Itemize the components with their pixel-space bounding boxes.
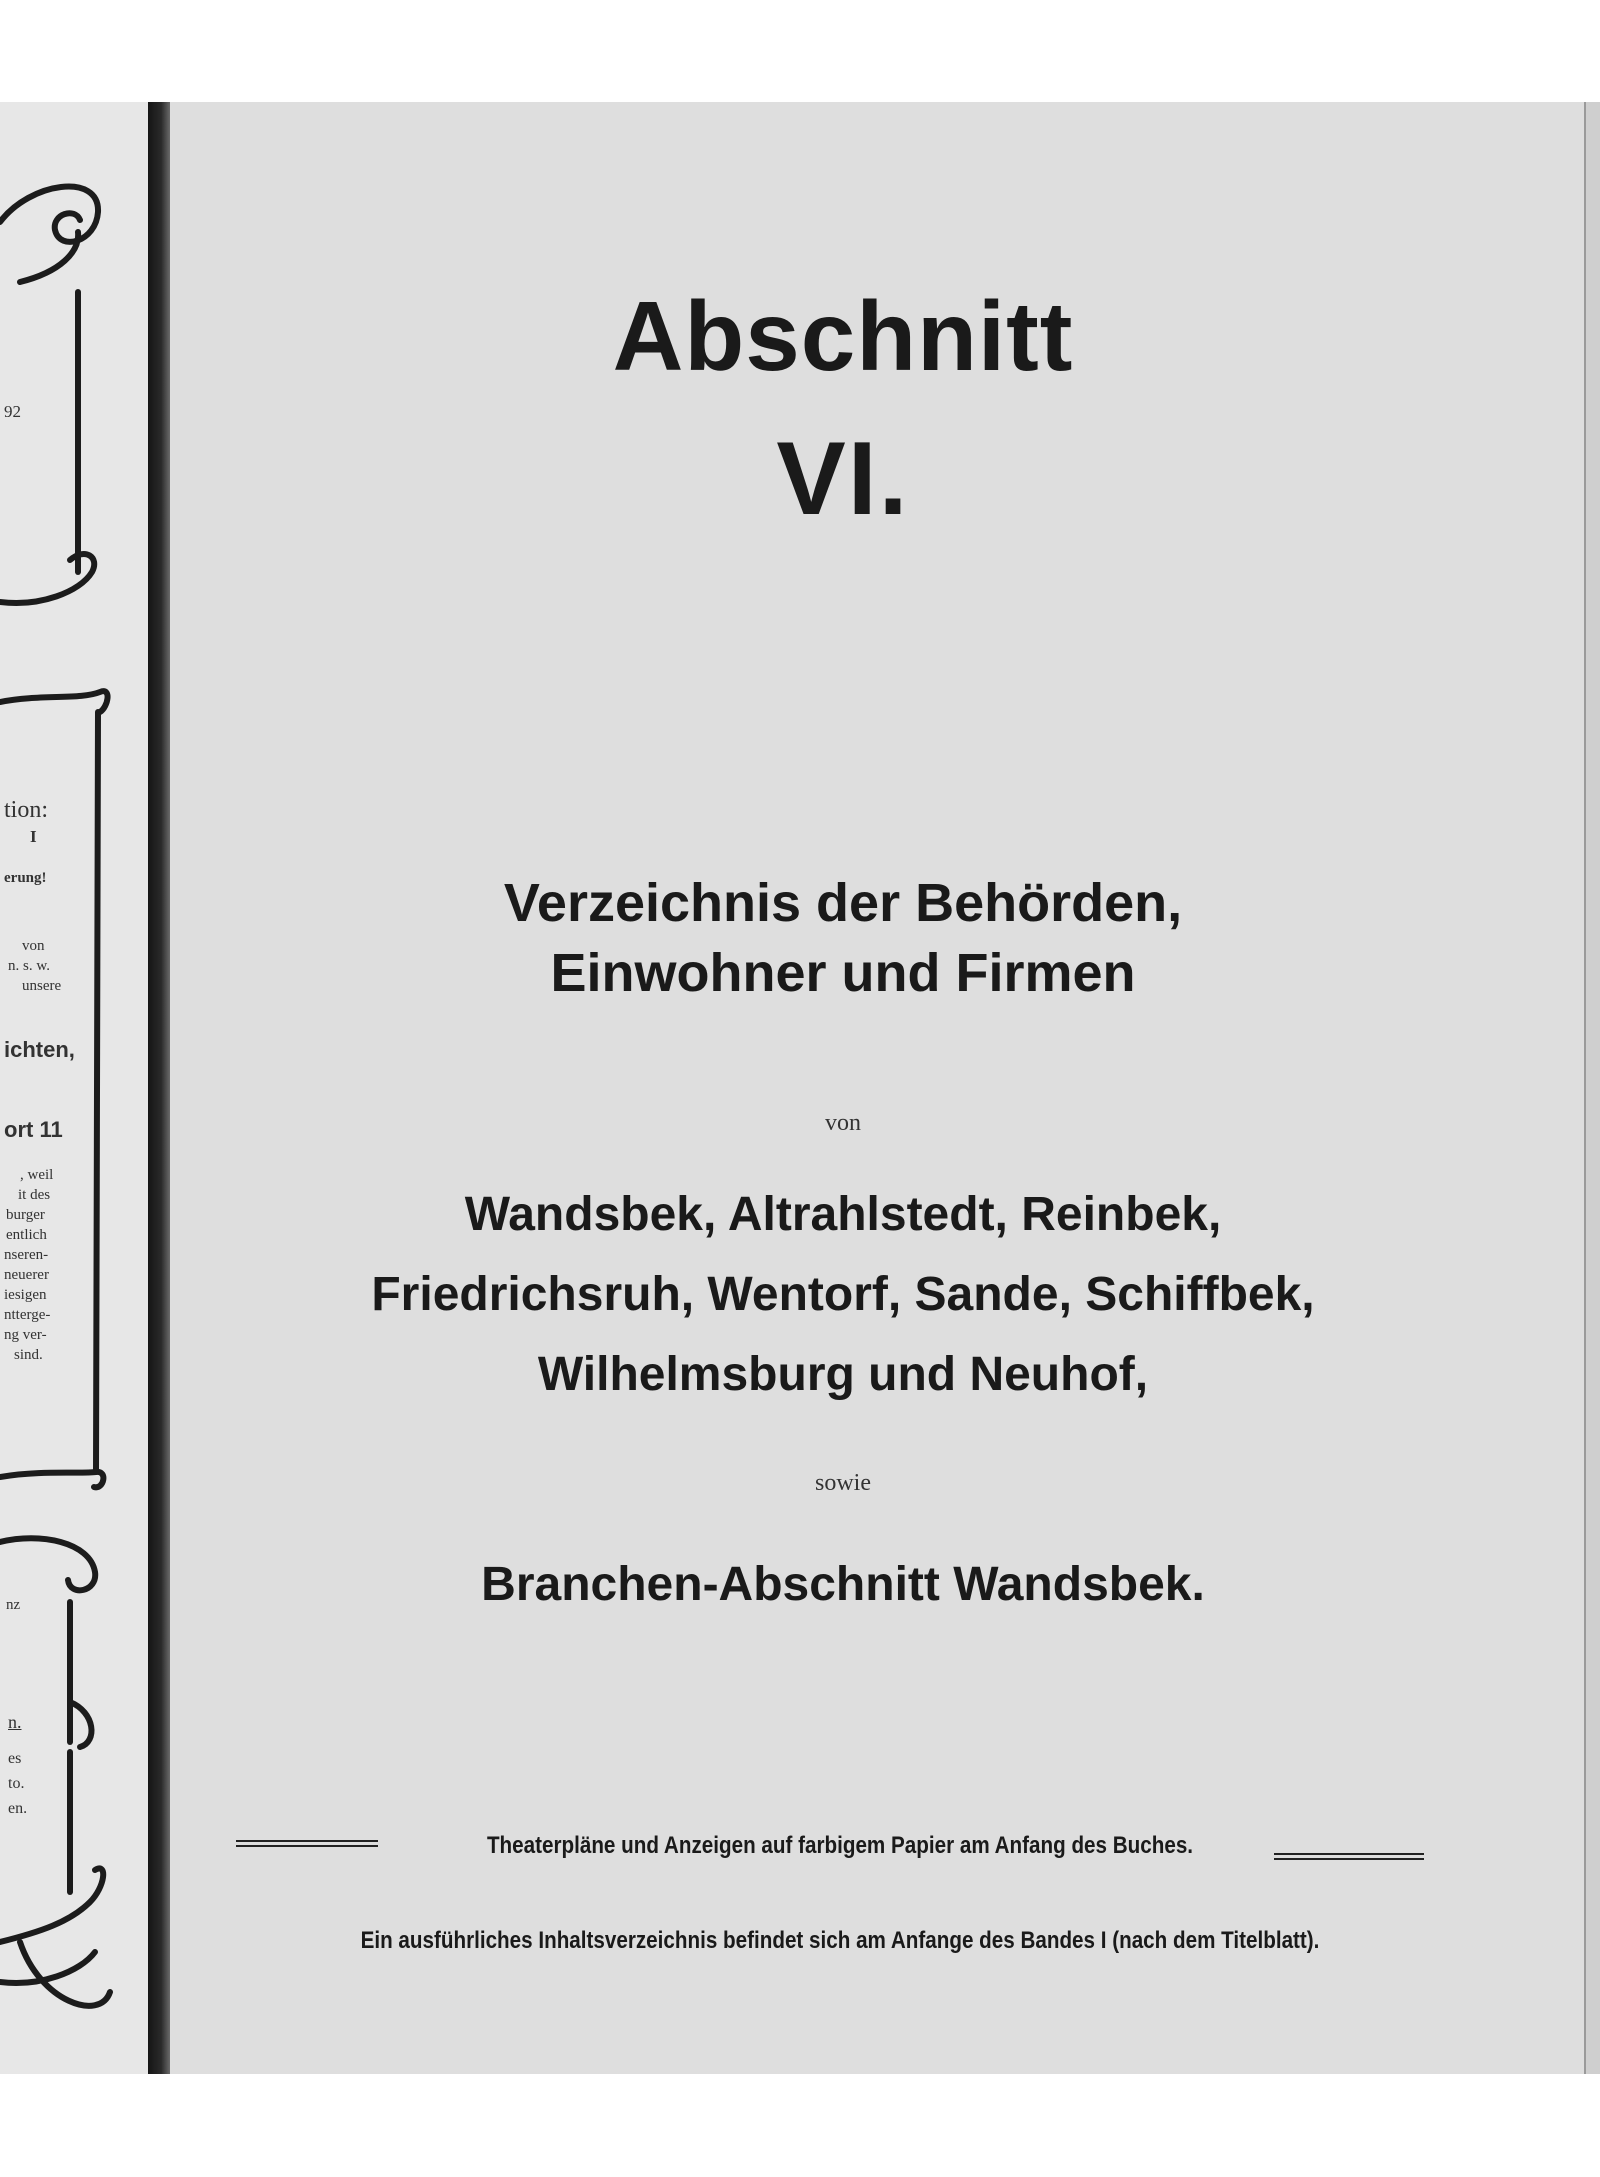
left-fragment: burger xyxy=(6,1207,45,1223)
left-fragment: entlich xyxy=(6,1227,47,1243)
left-fragment: n. xyxy=(8,1712,22,1732)
section-number: VI. xyxy=(776,421,910,537)
connector-von: von xyxy=(825,1110,861,1136)
branch-section-title: Branchen-Abschnitt Wandsbek. xyxy=(481,1558,1205,1611)
left-fragment: nz xyxy=(6,1597,21,1613)
left-fragment: to. xyxy=(8,1775,25,1792)
left-fragment: unsere xyxy=(22,978,62,994)
left-fragment: tion: xyxy=(4,797,49,823)
left-fragment: ort 11 xyxy=(4,1117,63,1142)
left-fragment: es xyxy=(8,1750,22,1767)
places-line-1: Wandsbek, Altrahlstedt, Reinbek, xyxy=(464,1188,1222,1241)
left-fragment: ichten, xyxy=(4,1037,75,1062)
left-fragment: sind. xyxy=(14,1347,43,1363)
connector-sowie: sowie xyxy=(815,1470,871,1496)
section-title: Abschnitt xyxy=(612,281,1074,391)
left-fragment: I xyxy=(30,827,37,846)
left-fragment: it des xyxy=(18,1187,51,1203)
left-fragment: neuerer xyxy=(4,1267,49,1283)
subtitle-line-1: Verzeichnis der Behörden, xyxy=(503,873,1183,933)
subtitle-line-2: Einwohner und Firmen xyxy=(550,943,1136,1003)
note-table-of-contents: Ein ausführliches Inhaltsverzeichnis befindet sich am Anfange des Bandes I (nach dem Titelblatt). xyxy=(360,1927,1320,1954)
scanned-spread xyxy=(0,102,1600,2074)
places-line-2: Friedrichsruh, Wentorf, Sande, Schiffbek, xyxy=(371,1268,1315,1321)
left-fragment: nseren- xyxy=(4,1247,49,1263)
left-fragment: , weil xyxy=(20,1167,54,1183)
book-gutter xyxy=(148,102,170,2074)
left-page-fragment xyxy=(0,102,148,2074)
left-fragment: ng ver- xyxy=(4,1327,47,1343)
left-fragment: von xyxy=(22,938,45,954)
left-fragment: erung! xyxy=(4,870,47,886)
left-fragment: ntterge- xyxy=(4,1307,51,1323)
note-theater-plans: Theaterpläne und Anzeigen auf farbigem Papier am Anfang des Buches. xyxy=(486,1832,1194,1859)
left-fragment: 92 xyxy=(4,402,21,421)
left-fragment: iesigen xyxy=(4,1287,47,1303)
right-page-edge xyxy=(1584,102,1600,2074)
title-page xyxy=(170,102,1586,2074)
left-fragment: en. xyxy=(8,1800,28,1817)
places-line-3: Wilhelmsburg und Neuhof, xyxy=(537,1348,1149,1401)
left-fragment: n. s. w. xyxy=(8,958,50,974)
